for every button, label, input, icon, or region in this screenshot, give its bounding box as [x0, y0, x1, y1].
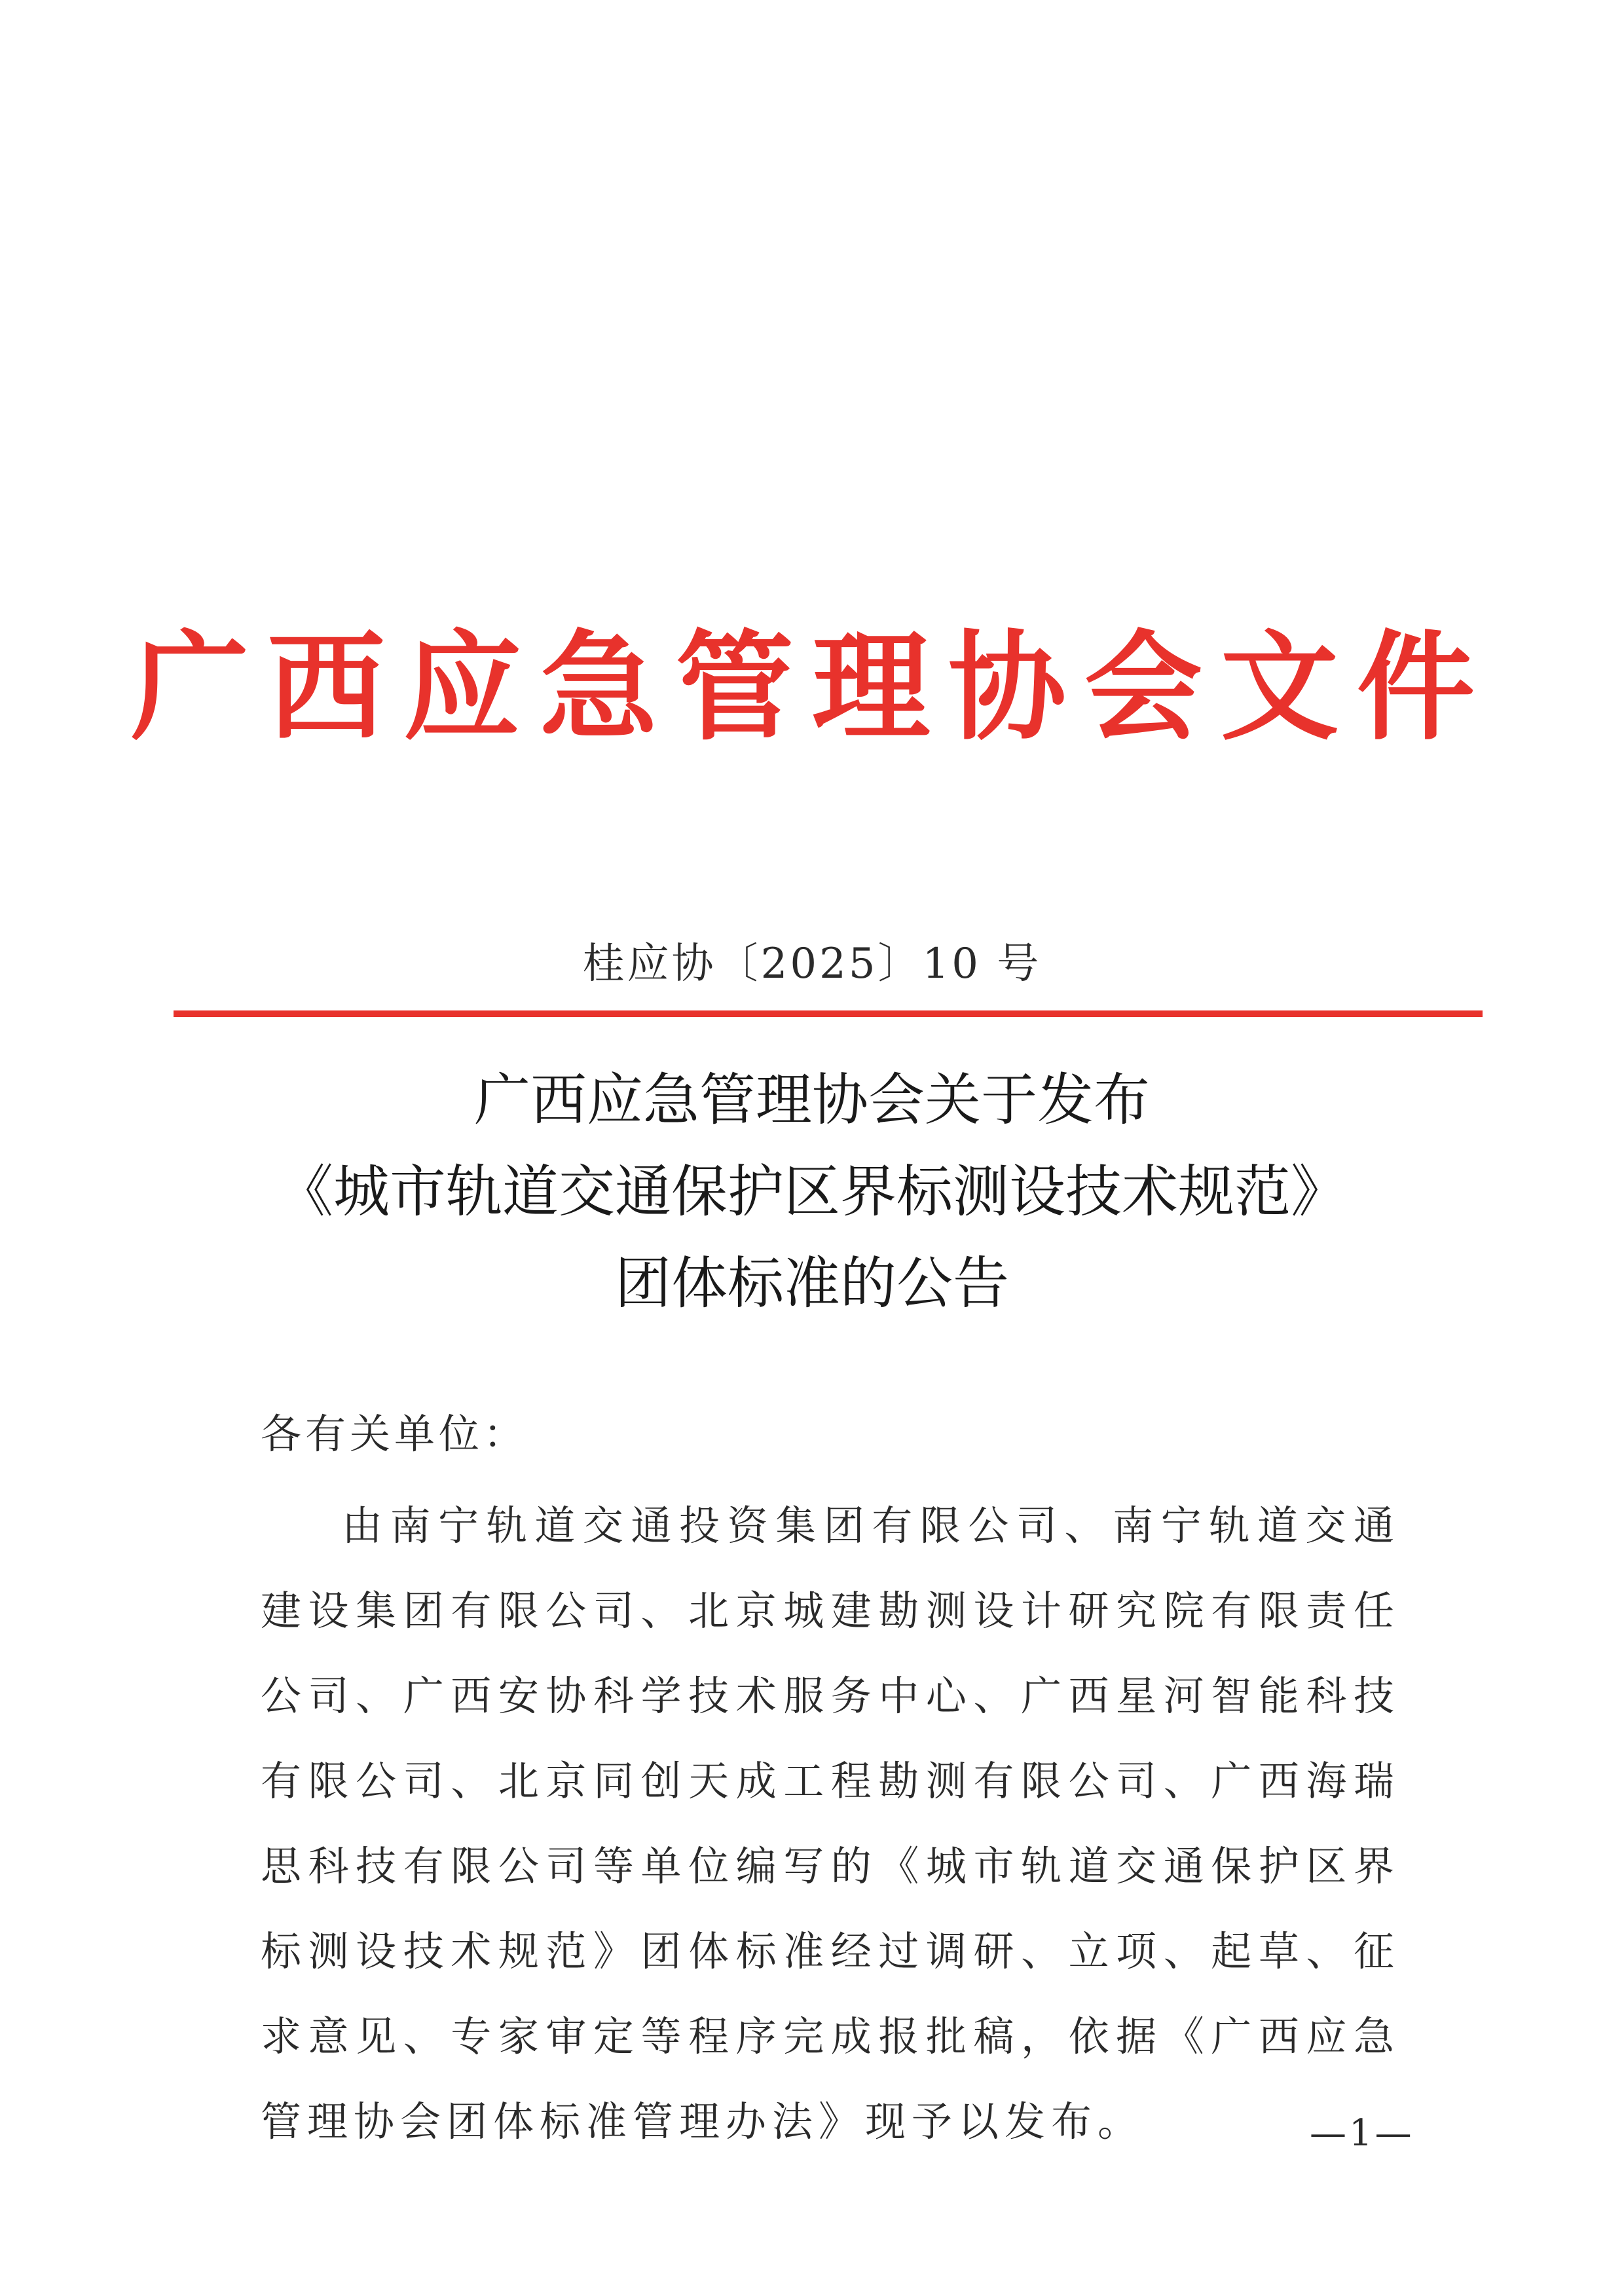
notice-title-line-3: 团体标准的公告	[615, 1251, 1009, 1316]
page-number: —1—	[1310, 2112, 1414, 2155]
notice-title	[0, 1054, 1624, 1329]
document-number: 桂应协〔2025〕10 号	[582, 940, 1042, 988]
notice-title-line-1: 广西应急管理协会关于发布	[474, 1067, 1150, 1133]
masthead-title: 广西应急管理协会文件	[130, 618, 1493, 756]
notice-title-line-2: 《城市轨道交通保护区界标测设技术规范》	[277, 1159, 1347, 1225]
red-divider-line	[174, 1010, 1483, 1017]
body-paragraph: 由南宁轨道交通投资集团有限公司、南宁轨道交通建设集团有限公司、北京城建勘测设计研究院有限责任公司、广西安协科学技术服务中心、广西星河智能科技有限公司、北京同创天成工程勘测有限公司、广西海瑞思科技有限公司等单位编写的《城市轨道交通保护区界标测设技术规范》团体标准经过调研、立项、起草、征求意见、专家审定等程序完成报批稿，依据《广西应急管理协会团体标准管理办法》现予以发布。	[261, 1502, 1400, 2145]
salutation: 各有关单位：	[261, 1410, 528, 1458]
